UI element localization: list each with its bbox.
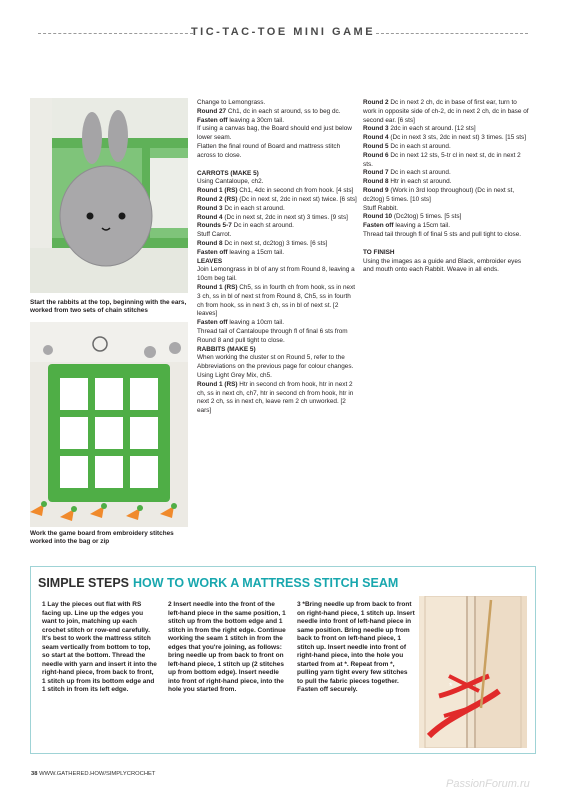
footer-url: WWW.GATHERED.HOW/SIMPLYCROCHET: [39, 771, 156, 777]
carrot-round-1: Round 1 (RS) Ch1, 4dc in second ch from hook. [4 sts]: [197, 187, 354, 195]
rabbits-heading: RABBITS (MAKE 5): [197, 345, 256, 353]
mattress-stitch-photo: [419, 596, 527, 748]
page-header-title: TIC-TAC-TOE MINI GAME: [190, 26, 376, 38]
step-3: 3 *Bring needle up from back to front on right-hand piece, 1 stitch up. Insert needle into front of left-hand piece in same position. Bring needle up from back to front on left-hand piece, 1 stitch up. Insert needle into front of right-hand piece, into the hole you started from at *. Repeat from *, pulling yarn tight every few stitches to pull the fabric pieces together. Fasten off securely.: [297, 601, 415, 693]
bag-note: If using a canvas bag, the Board should end just below lower seam.: [197, 125, 352, 142]
rabbit-fasten-off: Fasten off leaving a 15cm tail.: [363, 222, 451, 230]
to-finish-text: Using the images as a guide and Black, embroider eyes and mouth onto each Rabbit. Weave in all ends.: [363, 257, 522, 274]
carrots-using: Using Cantaloupe, ch2.: [197, 178, 264, 186]
page-number: 38: [31, 771, 38, 777]
rabbit-round-8: Round 8 Htr in each st around.: [363, 178, 452, 186]
leaves-fasten-off: Fasten off leaving a 10cm tail.: [197, 319, 285, 327]
rabbit-round-3: Round 3 2dc in each st around. [12 sts]: [363, 125, 476, 133]
pattern-column-3: [363, 99, 531, 275]
rabbits-using: Using Light Grey Mix, ch5.: [197, 371, 272, 379]
rabbit-round-4: Round 4 (Dc in next 3 sts, 2dc in next st) 3 times. [15 sts]: [363, 134, 527, 142]
rabbit-photo: [30, 98, 188, 293]
to-finish-heading: TO FINISH: [363, 248, 395, 256]
star-marker: *: [449, 681, 453, 691]
rabbits-note: When working the cluster st on Round 5, refer to the Abbreviations on the previous page for colour changes.: [197, 354, 354, 371]
rabbit-round-10: Round 10 (Dc2tog) 5 times. [5 sts]: [363, 213, 462, 221]
leaves-thread: Thread tail of Cantaloupe through fl of final 6 sts from Round 8 and pull tight to close.: [197, 327, 348, 344]
carrot-round-8: Round 8 Dc in next st, dc2tog) 3 times. [6 sts]: [197, 239, 328, 247]
round-27: Round 27 Ch1, dc in each st around, ss to beg dc.: [197, 107, 341, 115]
mattress-stitch-illustration: [419, 596, 527, 748]
header-rule-right: [376, 33, 528, 34]
change-colour-line: Change to Lemongrass.: [197, 99, 266, 106]
site-watermark: PassionForum.ru: [446, 778, 530, 790]
leaves-join: Join Lemongrass in bl of any st from Round 8, leaving a 10cm beg tail.: [197, 266, 355, 283]
page-footer: [31, 771, 155, 777]
leaves-heading: LEAVES: [197, 257, 223, 265]
carrot-round-4: Round 4 (Dc in next st, 2dc in next st) 3 times. [9 sts]: [197, 213, 348, 221]
simple-steps-heading: [38, 576, 398, 590]
game-board-photo: [30, 322, 188, 527]
game-board-illustration: [30, 322, 188, 527]
rabbit-round-1: Round 1 (RS) Htr in second ch from hook, htr in next 2 ch, ss in next ch, ch7, htr in second ch from hook, htr in next 2 ch, ss in next ch, leave rem 2 ch unworked. [2 ears]: [197, 380, 354, 415]
flatten-note: Flatten the final round of Board and mattress stitch across to close.: [197, 142, 341, 159]
rabbit-round-6: Round 6 Dc in next 12 sts, 5-tr cl in next st, dc in next 2 sts.: [363, 151, 521, 168]
game-board-photo-caption: Work the game board from embroidery stitches worked into the bag or zip: [30, 530, 174, 546]
leaves-round-1: Round 1 (RS) Ch5, ss in fourth ch from hook, ss in next 3 ch, ss in bl of next st from Round 8, Ch5, ss in fourth ch from hook, ss in next 3 ch, ss in bl of next st. [2 leaves]: [197, 283, 356, 318]
carrot-rounds-5-7: Rounds 5-7 Dc in each st around.: [197, 222, 294, 230]
simple-steps-label: SIMPLE STEPS: [38, 576, 129, 590]
rabbit-thread: Thread tail through fl of final 5 sts and pull tight to close.: [363, 230, 522, 238]
step-1: 1 Lay the pieces out flat with RS facing up. Line up the edges you want to join, matching up each crochet stitch or row-end carefully. It's best to work the mattress stitch seam vertically from bottom to top, so start at the bottom. Thread the needle with yarn and insert it into the right-hand piece, from back to front, 1 stitch up from its bottom edge and 1 stitch in from its left edge.: [42, 601, 157, 693]
carrot-fasten-off: Fasten off leaving a 15cm tail.: [197, 248, 285, 256]
fasten-off-board: Fasten off leaving a 30cm tail.: [197, 116, 285, 124]
carrots-heading: CARROTS (MAKE 5): [197, 169, 259, 177]
rabbit-round-5: Round 5 Dc in each st around.: [363, 142, 451, 150]
simple-steps-title: HOW TO WORK A MATTRESS STITCH SEAM: [133, 576, 399, 590]
rabbit-illustration: [30, 98, 188, 293]
step-2: 2 Insert needle into the front of the left-hand piece in the same position, 1 stitch up from the bottom edge and 1 stitch in from the right edge. Continue working the seam 1 stitch in from the edges that you're joining, as follows: bring needle up from back to front on left-hand piece, 1 stitch up (2 stitches up from bottom edge). Insert needle into front of right-hand piece, into the hole you started from.: [168, 601, 286, 693]
carrot-round-3: Round 3 Dc in each st around.: [197, 204, 285, 212]
rabbit-round-2: Round 2 Dc in next 2 ch, dc in base of first ear, turn to work in opposite side of ch-2, dc in next 2 ch, dc in base of second ear. [6 sts]: [363, 99, 529, 124]
carrot-round-2: Round 2 (RS) (Dc in next st, 2dc in next st) twice. [6 sts]: [197, 195, 357, 203]
rabbit-round-9: Round 9 (Work in 3rd loop throughout) (Dc in next st, dc2tog) 5 times. [10 sts]: [363, 186, 515, 203]
rabbit-photo-caption: Start the rabbits at the top, beginning with the ears, worked from two sets of chain stitches: [30, 299, 187, 315]
rabbit-round-7: Round 7 Dc in each st around.: [363, 169, 451, 177]
rabbit-stuff: Stuff Rabbit.: [363, 204, 399, 212]
carrot-stuff: Stuff Carrot.: [197, 231, 232, 239]
pattern-column-2: [197, 99, 357, 416]
